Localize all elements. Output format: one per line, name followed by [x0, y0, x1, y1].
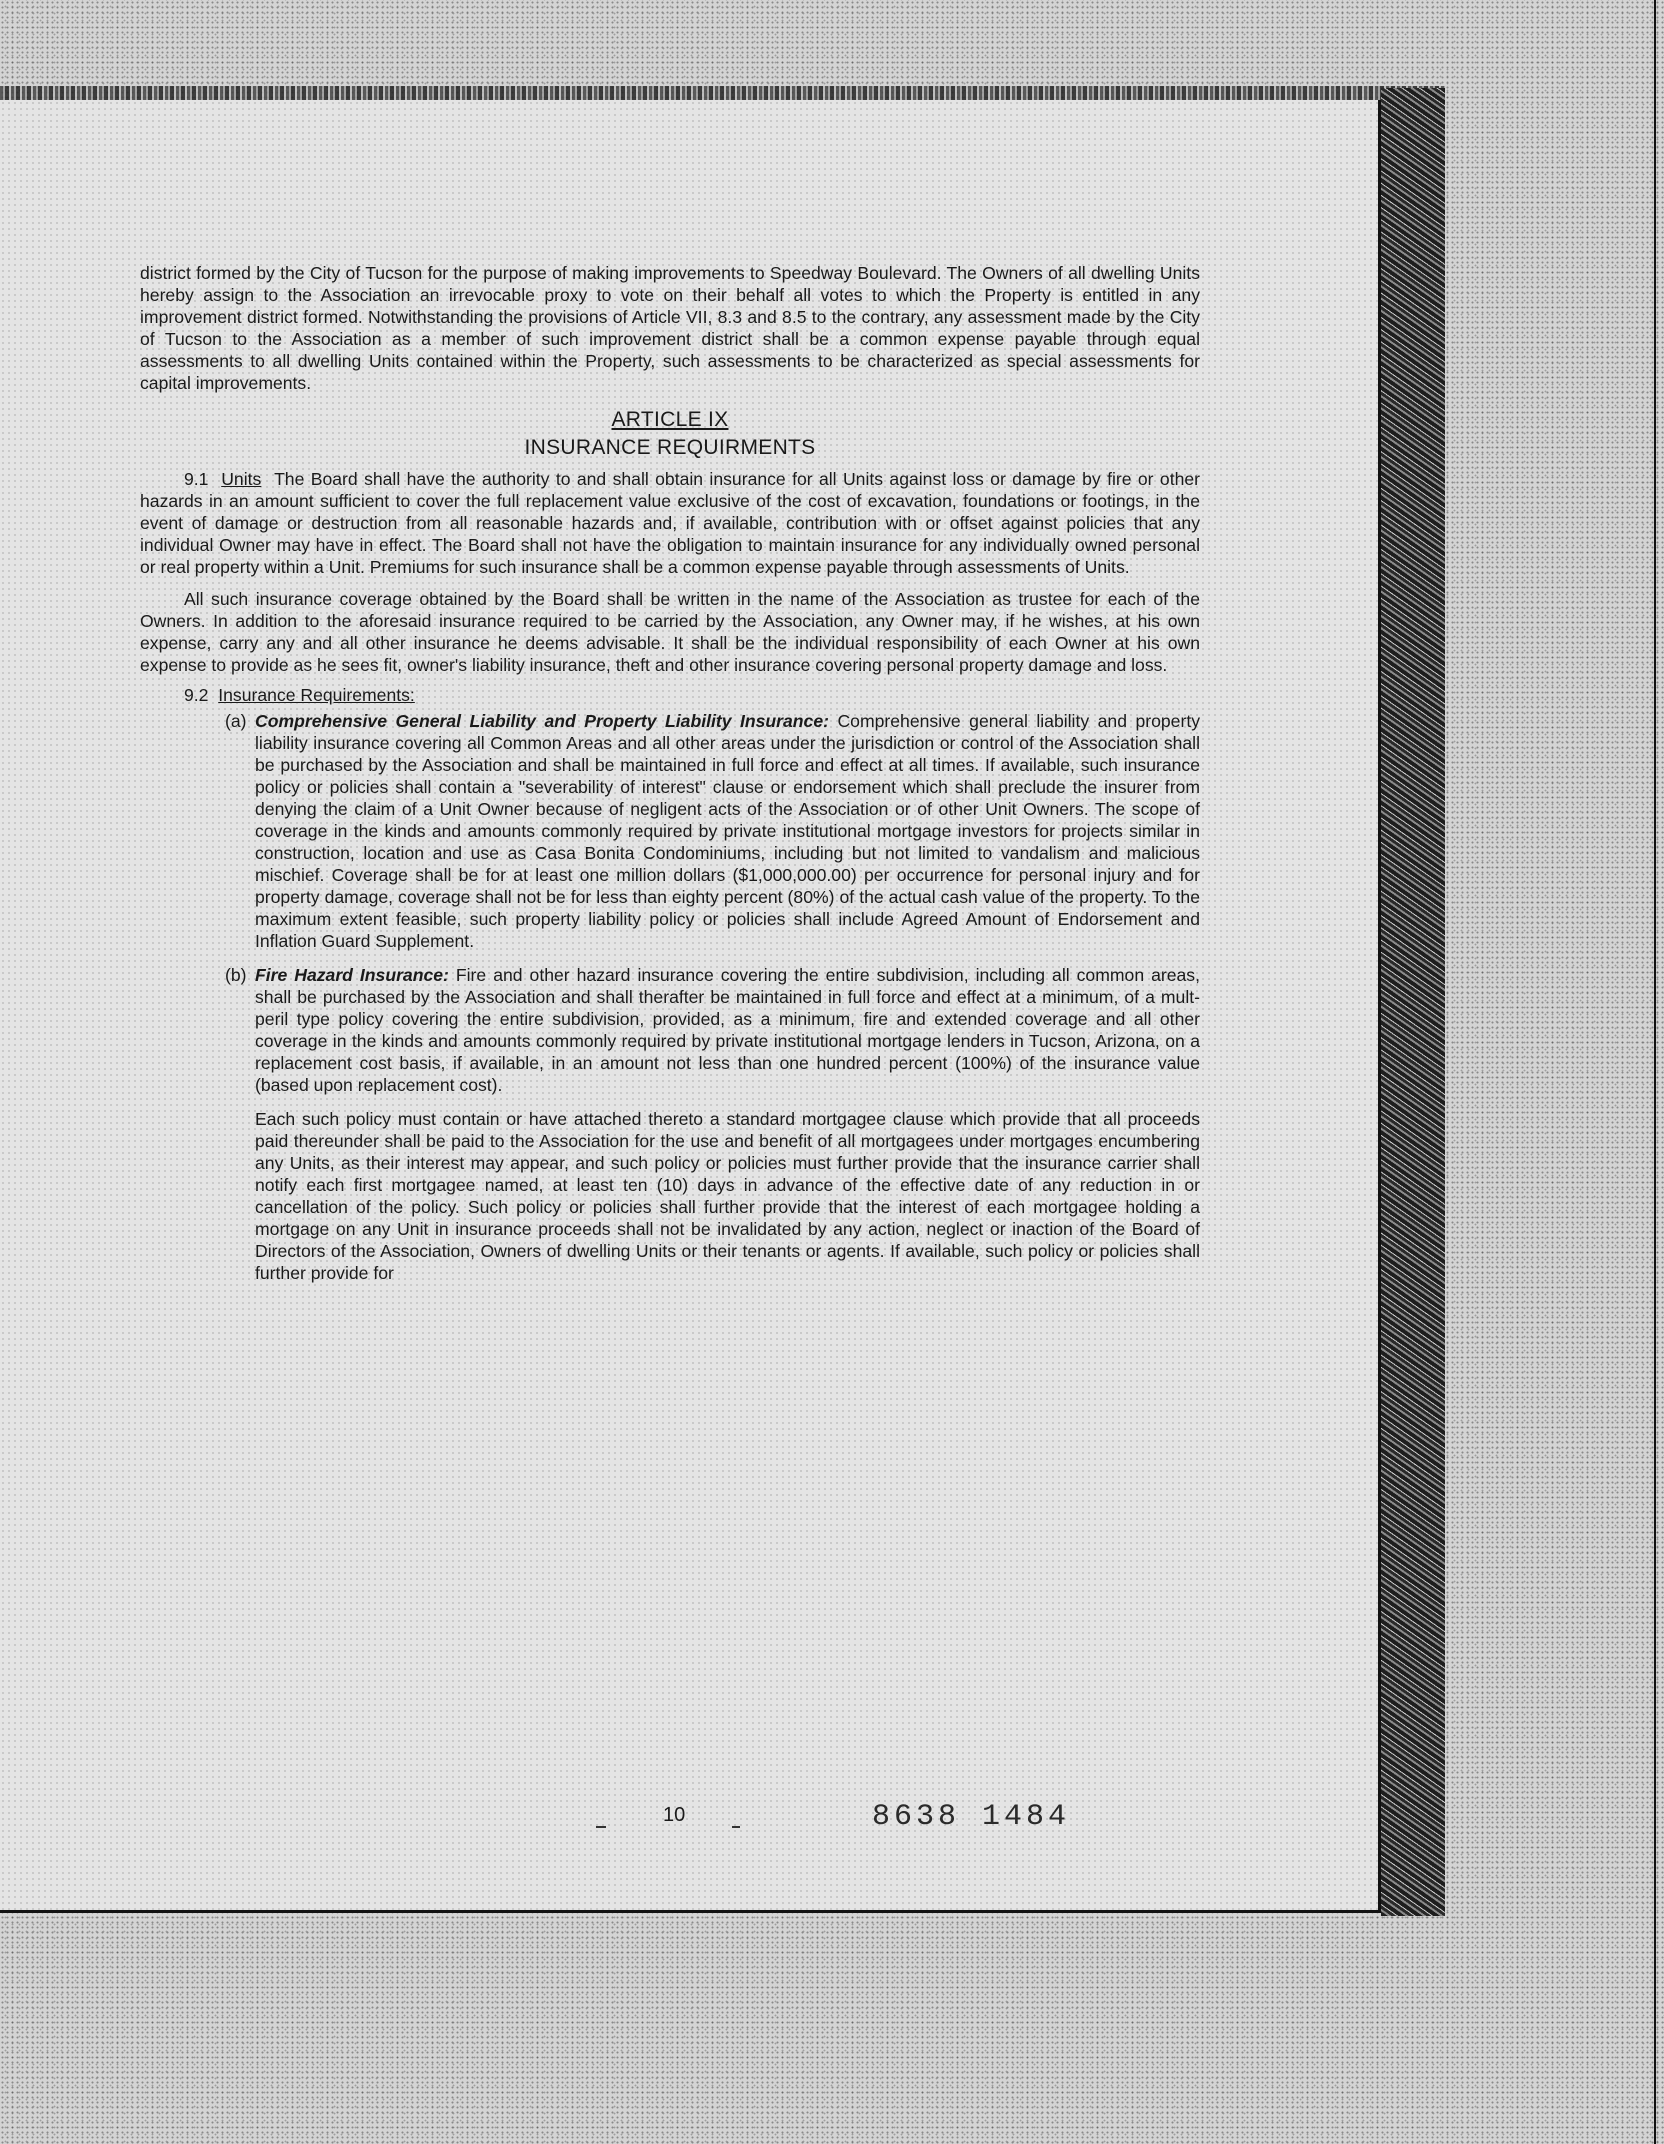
section-9-2 [184, 684, 1200, 706]
section-9-1 [140, 468, 1200, 578]
item-a-label: (a) [225, 711, 247, 731]
footer-dash-2 [732, 1826, 740, 1828]
scan-right-border [1381, 88, 1445, 1916]
item-a [225, 710, 1200, 952]
section-9-1-paragraph-2: All such insurance coverage obtained by the Board shall be written in the name of the Association as trustee for each of the Owners. In addition to the aforesaid insurance required to be carried by the Association, any Owner may, if he wishes, at his own expense, carry any and all other insurance he deems advisable. It shall be the individual responsibility of each Owner at his own expense to provide as he sees fit, owner's liability insurance, theft and other insurance covering personal property damage and loss. [140, 589, 1200, 675]
article-title: INSURANCE REQUIRMENTS [524, 436, 816, 459]
item-b-label: (b) [225, 965, 247, 985]
document-body [140, 262, 1200, 1284]
item-a-text: Comprehensive general liability and property liability insurance covering all Common Areas and all other areas under the jurisdiction or control of the Association shall be purchased by the Association and shall be maintained in full force and effect at all times. If available, such insurance policy or policies shall contain a "severability of interest" clause or endorsement which shall preclude the insurer from denying the claim of a Unit Owner because of negligent acts of the Association or of other Unit Owners. The scope of coverage in the kinds and amounts commonly required by private institutional mortgage investors for projects similar in construction, location and use as Casa Bonita Condominiums, including but not limited to vandalism and malicious mischief. Coverage shall be for at least one million dollars ($1,000,000.00) per occurrence for personal injury and for property damage, coverage shall not be for less than eighty percent (80%) of the actual cash value of the property. To the maximum extent feasible, such property liability policy or policies shall include Agreed Amount of Endorsement and Inflation Guard Supplement. [255, 711, 1201, 951]
intro-paragraph: district formed by the City of Tucson for the purpose of making improvements to Speedway Boulevard. The Owners of all dwelling Units hereby assign to the Association an irrevocable proxy to vote on their behalf all votes to which the Property is entitled in any improvement district formed. Notwithstanding the provisions of Article VII, 8.3 and 8.5 to the contrary, any assessment made by the City of Tucson to the Association as a member of such improvement district shall be a common expense payable through equal assessments to all dwelling Units contained within the Property, such assessments to be characterized as special assessments for capital improvements. [140, 263, 1200, 393]
recording-number: 8638 1484 [872, 1800, 1071, 1834]
article-number: ARTICLE IX [611, 408, 729, 431]
section-9-1-number: 9.1 [184, 469, 209, 489]
section-9-1-text: The Board shall have the authority to and shall obtain insurance for all Units against loss or damage by fire or other hazards in an amount sufficient to cover the full replacement value exclusive of the cost of excavation, foundations or footings, in the event of damage or destruction from all reasonable hazards and, if available, contribution with or offset against policies that any individual Owner may have in effect. The Board shall not have the obligation to maintain insurance for any individually owned personal or real property within a Unit. Premiums for such insurance shall be a common expense payable through assessments of Units. [140, 469, 1201, 577]
section-9-1-heading: Units [221, 469, 262, 489]
section-9-2-heading: Insurance Requirements: [218, 685, 415, 705]
footer-dash [596, 1826, 606, 1828]
item-b-text: Fire and other hazard insurance covering the entire subdivision, including all common areas, shall be purchased by the Association and shall therafter be maintained in full force and effect at a minimum, of a mult-peril type policy covering the entire subdivision, provided, as a minimum, fire and extended coverage and all other coverage in the kinds and amounts commonly required by private institutional mortgage lenders in Tucson, Arizona, on a replacement cost basis, if available, in an amount not less than one hundred percent (100%) of the insurance value (based upon replacement cost). [255, 965, 1200, 1095]
item-a-body [255, 710, 1200, 952]
item-a-title: Comprehensive General Liability and Property Liability Insurance: [255, 711, 829, 731]
item-b-body [255, 964, 1200, 1096]
item-b-continuation: Each such policy must contain or have attached thereto a standard mortgagee clause which provide that all proceeds paid thereunder shall be paid to the Association for the use and benefit of all mortgagees under mortgages encumbering any Units, as their interest may appear, and such policy or policies must further provide that the insurance carrier shall notify each first mortgagee named, at least ten (10) days in advance of the effective date of any reduction in or cancellation of the policy. Such policy or policies shall further provide that the interest of each mortgagee holding a mortgage on any Unit in insurance proceeds shall not be invalidated by any action, neglect or inaction of the Board of Directors of the Association, Owners of dwelling Units or their tenants or agents. If available, such policy or policies shall further provide for [255, 1109, 1200, 1283]
section-9-2-number: 9.2 [184, 685, 209, 705]
item-b [225, 964, 1200, 1096]
item-b-title: Fire Hazard Insurance: [255, 965, 449, 985]
page-footer [0, 1800, 1378, 1844]
page-number: 10 [663, 1804, 686, 1826]
scan-edge-line [1654, 0, 1656, 2144]
